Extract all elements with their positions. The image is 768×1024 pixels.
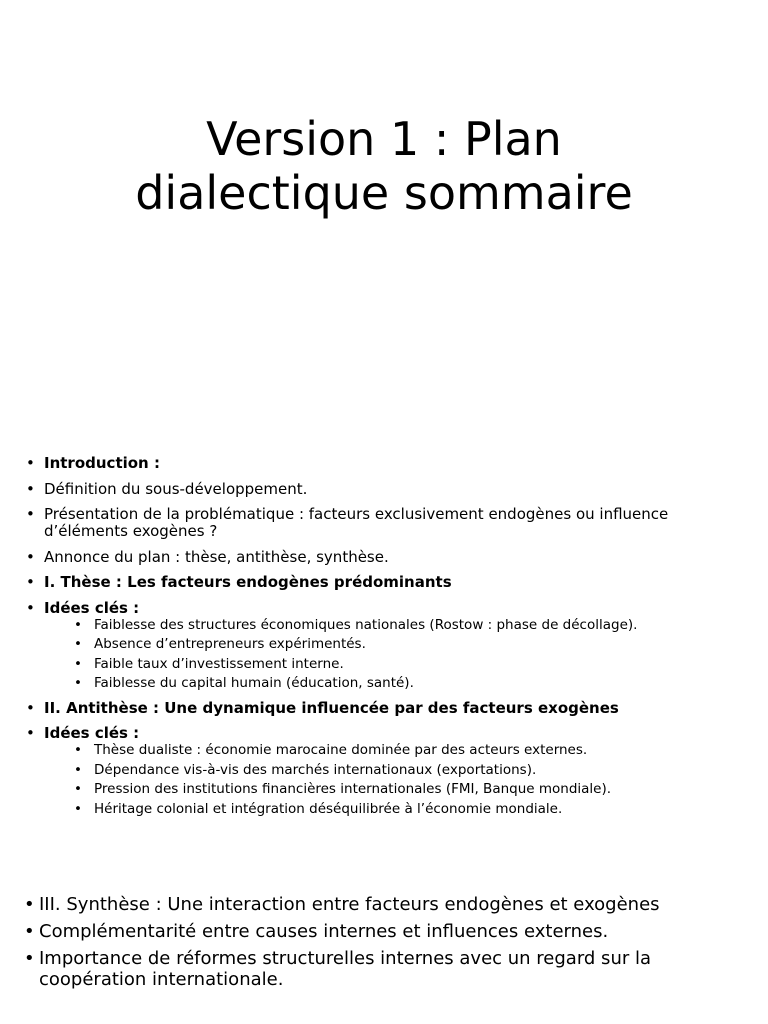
list-item: • Faible taux d’investissement interne. <box>74 655 344 672</box>
antithese-ideas-list <box>44 742 746 817</box>
antithese-key-ideas-label: • Idées clés : • Thèse dualiste : économie marocaine dominée par des acteurs externes. • Dépendance vis-à-vis des marchés internationaux (exportations). • Pression des institutions financières internationales (FMI, Banque mondiale). • Héritage colonial et intégration déséquilibrée à l’économie mondiale. <box>26 725 746 817</box>
bullet-icon: • <box>74 636 82 652</box>
list-item: • Faiblesse des structures économiques nationales (Rostow : phase de décollage). <box>74 616 638 633</box>
bullet-icon: • <box>74 675 82 691</box>
bullet-icon: • <box>26 724 35 742</box>
bullet-icon: • <box>24 921 35 942</box>
these-heading: • I. Thèse : Les facteurs endogènes prédominants <box>26 573 452 591</box>
list-item: • Faiblesse du capital humain (éducation, santé). <box>74 675 414 691</box>
list-item: • Présentation de la problématique : facteurs exclusivement endogènes ou influence d’éléments exogènes ? <box>26 505 669 540</box>
bullet-icon: • <box>26 479 35 498</box>
list-item: • Complémentarité entre causes internes et influences externes. <box>24 921 609 942</box>
synthese-list <box>24 894 724 996</box>
bullet-icon: • <box>26 573 35 591</box>
list-item: • Importance de réformes structurelles internes avec un regard sur la coopération internationale. <box>24 948 651 990</box>
bullet-icon: • <box>74 616 82 633</box>
synthese-heading: • III. Synthèse : Une interaction entre facteurs endogènes et exogènes <box>24 894 660 915</box>
list-item: • Dépendance vis-à-vis des marchés internationaux (exportations). <box>74 761 537 778</box>
bullet-icon: • <box>26 598 35 617</box>
bullet-icon: • <box>24 894 35 915</box>
bullet-icon: • <box>26 547 35 566</box>
bullet-icon: • <box>74 781 82 797</box>
bullet-icon: • <box>24 948 35 969</box>
list-item: • Définition du sous-développement. <box>26 479 308 498</box>
these-key-ideas-label: • Idées clés : • Faiblesse des structures économiques nationales (Rostow : phase de décollage). • Absence d’entrepreneurs expérimentés. • Faible taux d’investissement interne. • Faiblesse du capital humain (éducation, santé). <box>26 600 746 692</box>
list-item: • Thèse dualiste : économie marocaine dominée par des acteurs externes. <box>74 742 588 758</box>
bullet-icon: • <box>74 800 82 817</box>
outline-list <box>26 455 746 825</box>
slide-title <box>0 112 768 220</box>
bullet-icon: • <box>26 505 35 523</box>
these-ideas-list <box>44 617 746 692</box>
slide-title-line-1: Version 1 : Plan <box>206 112 562 166</box>
antithese-heading: • II. Antithèse : Une dynamique influencée par des facteurs exogènes <box>26 698 619 717</box>
list-item: • Absence d’entrepreneurs expérimentés. <box>74 636 366 652</box>
bullet-icon: • <box>74 655 82 672</box>
bullet-icon: • <box>26 454 35 472</box>
introduction-heading: • Introduction : <box>26 454 160 472</box>
slide-title-line-2: dialectique sommaire <box>135 166 633 220</box>
bullet-icon: • <box>26 698 35 717</box>
list-item: • Pression des institutions financières internationales (FMI, Banque mondiale). <box>74 781 612 797</box>
list-item: • Annonce du plan : thèse, antithèse, synthèse. <box>26 547 389 566</box>
list-item: • Héritage colonial et intégration déséquilibrée à l’économie mondiale. <box>74 800 563 817</box>
bullet-icon: • <box>74 742 82 758</box>
bullet-icon: • <box>74 761 82 778</box>
